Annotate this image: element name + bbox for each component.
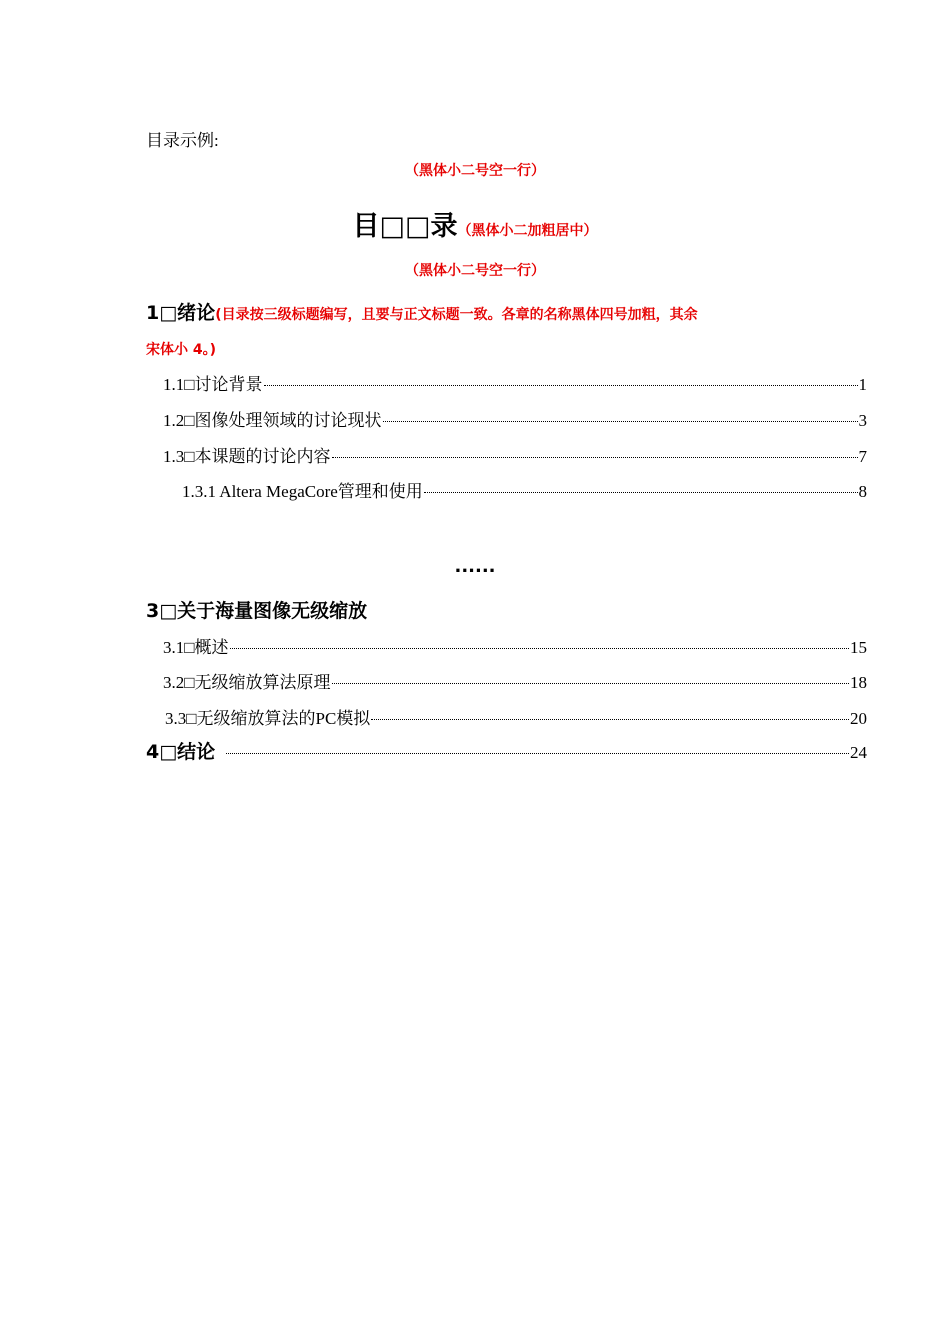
toc-title-note: （黑体小二加粗居中）: [457, 223, 598, 239]
toc-entry-text: 1.1□讨论背景: [163, 375, 263, 394]
toc-entry-text: 1.3.1 Altera MegaCore管理和使用: [182, 482, 423, 501]
toc-entry[interactable]: [182, 477, 867, 502]
leader-dots: [332, 457, 858, 458]
toc-entry-page: 3: [858, 411, 867, 430]
blank-line-note-top: （黑体小二号空一行）: [405, 163, 545, 179]
toc-entry[interactable]: [163, 442, 867, 467]
chapter1-note: (目录按三级标题编写，且要与正文标题一致。各章的名称黑体四号加粗，其余: [215, 307, 698, 323]
toc-entry-page: 18: [850, 673, 867, 692]
chapter4-entry[interactable]: [146, 737, 867, 764]
leader-dots: [230, 648, 849, 649]
toc-entry-page: 8: [858, 482, 867, 501]
leader-dots: [264, 385, 858, 386]
chapter4-heading: 4□结论: [146, 741, 216, 763]
toc-entry-text: 3.2□无级缩放算法原理: [163, 673, 331, 692]
chapter1-heading-row: [146, 298, 698, 325]
toc-entry-text: 3.3□无级缩放算法的PC模拟: [165, 709, 371, 728]
toc-entry-text: 1.2□图像处理领域的讨论现状: [163, 411, 382, 430]
chapter4-page: 24: [850, 743, 867, 762]
chapter3-heading[interactable]: 3□关于海量图像无级缩放: [146, 600, 368, 622]
toc-entry-page: 7: [858, 447, 867, 466]
toc-entry-page: 15: [850, 638, 867, 657]
toc-title: 目□□录: [352, 211, 458, 242]
leader-dots: [383, 421, 858, 422]
toc-entry-text: 3.1□概述: [163, 638, 229, 657]
toc-entry[interactable]: [163, 370, 867, 395]
toc-entry-text: 1.3□本课题的讨论内容: [163, 447, 331, 466]
chapter1-heading: 1□绪论: [146, 302, 216, 324]
intro-label: 目录示例:: [146, 131, 219, 150]
toc-entry[interactable]: [163, 406, 867, 431]
toc-entry[interactable]: [165, 704, 867, 729]
toc-entry[interactable]: [163, 668, 867, 693]
leader-dots: [332, 683, 849, 684]
blank-line-note-bottom: （黑体小二号空一行）: [405, 263, 545, 279]
toc-entry[interactable]: [163, 633, 867, 658]
leader-dots: [371, 719, 849, 720]
leader-dots: [226, 753, 849, 754]
leader-dots: [424, 492, 858, 493]
omission-ellipsis: ......: [454, 556, 496, 577]
toc-entry-page: 1: [858, 375, 867, 394]
chapter1-note-continued: 宋体小 4。): [146, 342, 217, 358]
toc-title-row: [0, 204, 950, 243]
toc-entry-page: 20: [850, 709, 867, 728]
